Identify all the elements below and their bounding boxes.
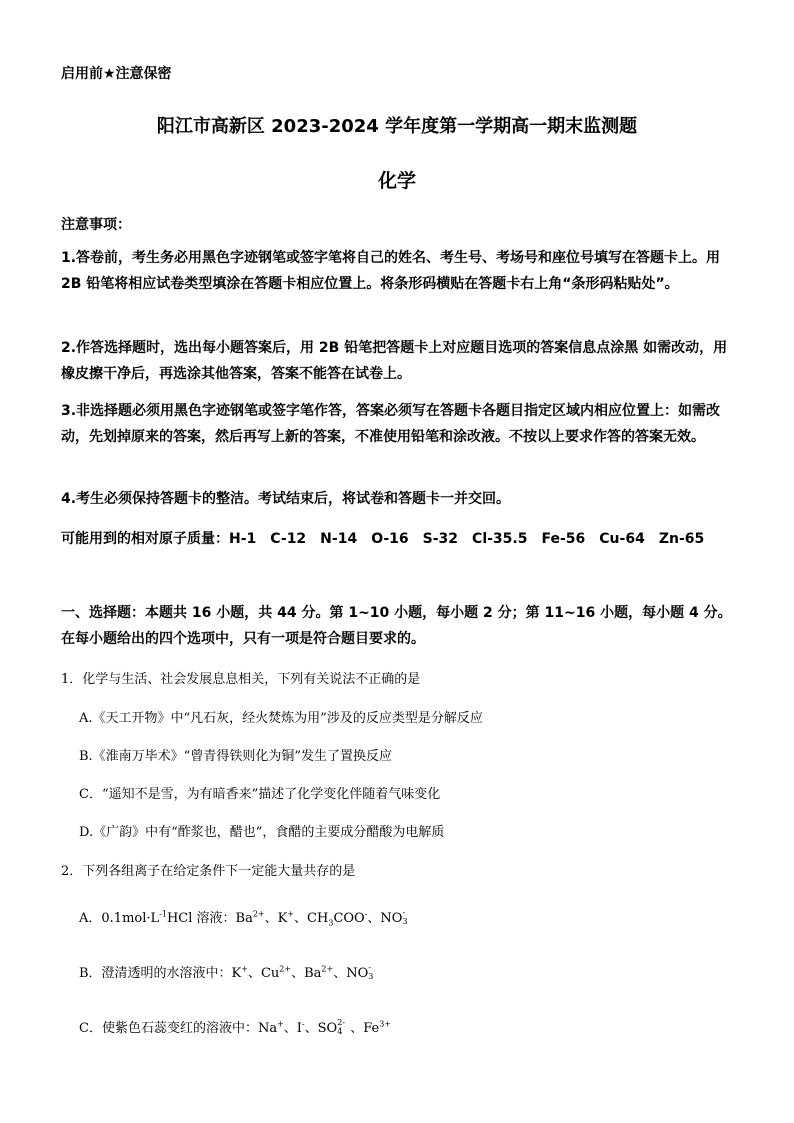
confidential-label: 启用前★注意保密 bbox=[61, 66, 172, 82]
question-1-option-a: A.《天工开物》中“凡石灰，经火焚炼为用”涉及的反应类型是分解反应 bbox=[79, 711, 483, 726]
subject-title: 化学 bbox=[377, 170, 416, 192]
nitrate-charge-stack: - 3 bbox=[368, 962, 374, 981]
atomic-mass-item: N-14 bbox=[320, 531, 358, 547]
note-item-3: 3.非选择题必须用黑色字迹钢笔或签字笔作答，答案必须写在答题卡各题目指定区域内相应位置上：如需改动，先划掉原来的答案，然后再写上新的答案，不准使用铅笔和涂改液。不按以上要求作答的答案无效。 bbox=[61, 403, 721, 445]
atomic-mass-item: O-16 bbox=[371, 531, 409, 547]
atomic-mass-item: Fe-56 bbox=[541, 531, 586, 547]
atomic-masses-label: 可能用到的相对原子质量： bbox=[61, 531, 229, 547]
notes-heading: 注意事项： bbox=[61, 217, 131, 233]
nitrate-charge-stack: - 3 bbox=[402, 907, 408, 926]
question-1-option-b: B.《淮南万毕术》“曾青得铁则化为铜”发生了置换反应 bbox=[79, 749, 392, 764]
question-1-option-d: D.《广韵》中有“酢浆也，醋也”，食醋的主要成分醋酸为电解质 bbox=[79, 825, 445, 840]
note-item-2: 2.作答选择题时，选出每小题答案后，用 2B 铅笔把答题卡上对应题目选项的答案信息点涂黑 如需改动，用橡皮擦干净后，再选涂其他答案，答案不能答在试卷上。 bbox=[61, 340, 728, 382]
atomic-mass-item: Zn-65 bbox=[658, 531, 705, 547]
question-1-stem: 1．化学与生活、社会发展息息相关，下列有关说法不正确的是 bbox=[61, 672, 421, 687]
atomic-mass-item: H-1 bbox=[229, 531, 257, 547]
note-item-4: 4.考生必须保持答题卡的整洁。考试结束后，将试卷和答题卡一并交回。 bbox=[61, 491, 511, 507]
question-1-option-c: C．“遥知不是雪，为有暗香来”描述了化学变化伴随着气味变化 bbox=[79, 787, 441, 802]
exam-title: 阳江市高新区 2023-2024 学年度第一学期高一期末监测题 bbox=[156, 116, 638, 137]
question-2-option-b: B．澄清透明的水溶液中：K+、$Cu^{2+}$、$Ba^{2+}$、NO - 3 bbox=[79, 962, 378, 981]
atomic-mass-item: S-32 bbox=[422, 531, 459, 547]
atomic-mass-item: C-12 bbox=[270, 531, 307, 547]
sulfate-charge-stack: 2- 4 bbox=[337, 1017, 345, 1036]
question-2-option-a: A．$0.1mol\cdot L^{-1}HCl$ 溶液：$Ba^{2+}$、K+、$CH_3COO^-$、NO - 3 bbox=[79, 907, 412, 926]
question-2-option-c: C．使紫色石蕊变红的溶液中：Na+、I-、SO 2- 4 、$Fe^{3+}$ bbox=[79, 1017, 392, 1036]
note-item-1: 1.答卷前，考生务必用黑色字迹钢笔或签字笔将自己的姓名、考生号、考场号和座位号填写在答题卡上。用 2B 铅笔将相应试卷类型填涂在答题卡相应位置上。将条形码横贴在答题卡右上角“条形码粘贴处”。 bbox=[61, 250, 721, 292]
atomic-mass-item: Cl-35.5 bbox=[472, 531, 528, 547]
atomic-mass-item: Cu-64 bbox=[599, 531, 645, 547]
question-2-stem: 2．下列各组离子在给定条件下一定能大量共存的是 bbox=[61, 864, 356, 879]
section-1-heading: 一、选择题：本题共 16 小题，共 44 分。第 1~10 小题，每小题 2 分；第 11~16 小题，每小题 4 分。在每小题给出的四个选项中，只有一项是符合题目要求的。 bbox=[61, 605, 732, 647]
atomic-masses bbox=[61, 528, 718, 548]
